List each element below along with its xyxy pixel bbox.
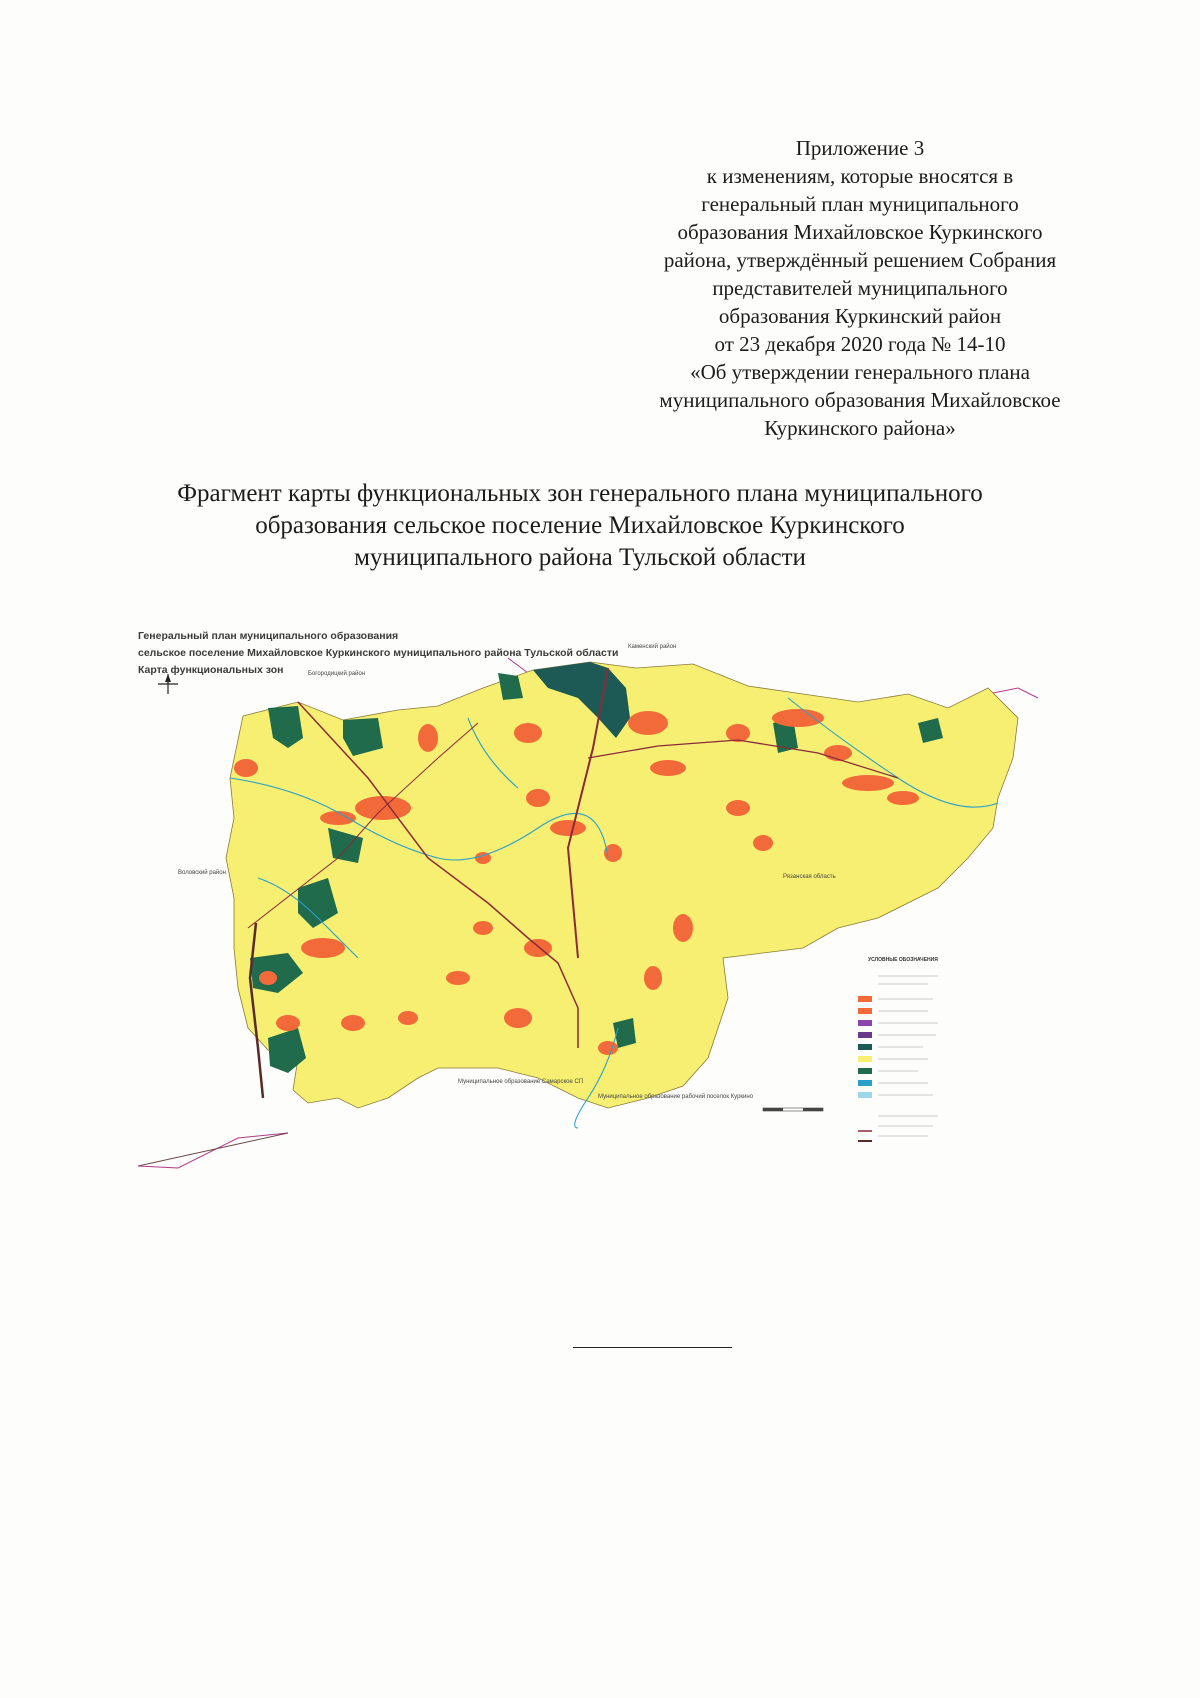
appendix-line: генеральный план муниципального: [701, 192, 1019, 216]
appendix-line: Куркинского района»: [764, 416, 956, 440]
map-heading-line: Карта функциональных зон: [138, 664, 284, 676]
legend-swatch: [858, 1068, 872, 1074]
appendix-line: района, утверждённый решением Собрания: [663, 248, 1057, 272]
legend-swatch: [858, 1008, 872, 1014]
legend-swatch: [858, 1080, 872, 1086]
map-heading: [138, 628, 618, 679]
legend-swatch: [858, 1044, 872, 1050]
map-image: [138, 628, 1068, 1228]
legend-swatch: [858, 1056, 872, 1062]
map-heading-line: Генеральный план муниципального образования: [138, 630, 399, 642]
scale-bar: [763, 1108, 823, 1111]
neighbor-label-north: Каменский район: [628, 644, 677, 650]
title-line: Фрагмент карты функциональных зон генерального плана муниципального: [177, 480, 983, 507]
legend-swatch: [858, 1032, 872, 1038]
title-line: муниципального района Тульской области: [354, 544, 806, 571]
neighbor-label-west: Воловский район: [178, 870, 226, 876]
appendix-block: [610, 134, 1110, 442]
neighbor-label-east: Рязанская область: [783, 874, 836, 880]
legend-swatch: [858, 1020, 872, 1026]
appendix-line: образования Михайловское Куркинского: [677, 220, 1043, 244]
legend-swatch: [858, 1092, 872, 1098]
appendix-line: представителей муниципального: [712, 276, 1008, 300]
legend-swatch: [858, 996, 872, 1002]
neighbor-label-north-west: Богородицкий район: [308, 671, 366, 677]
district-boundary: [993, 688, 1038, 698]
appendix-line: муниципального образования Михайловское: [659, 388, 1061, 412]
neighbor-label-south-west: Муниципальное образование Самарское СП: [458, 1079, 584, 1085]
map-heading-line: сельское поселение Михайловское Куркинского муниципального района Тульской области: [138, 647, 619, 659]
map-legend: [858, 957, 938, 1141]
separator-line: [573, 1347, 732, 1348]
legend-title: УСЛОВНЫЕ ОБОЗНАЧЕНИЯ: [868, 957, 938, 963]
appendix-line: от 23 декабря 2020 года № 14-10: [714, 332, 1006, 356]
functional-zones-map: [138, 628, 1068, 1228]
appendix-line: Приложение 3: [795, 136, 925, 160]
legend-text-lines: [878, 976, 938, 1136]
document-title: [120, 478, 1040, 574]
appendix-line: образования Куркинский район: [718, 304, 1002, 328]
title-line: образования сельское поселение Михайловское Куркинского: [255, 512, 905, 539]
appendix-line: «Об утверждении генерального плана: [690, 360, 1030, 384]
neighbor-label-south-east: Муниципальное образование рабочий поселок Куркино: [598, 1094, 754, 1100]
appendix-line: к изменениям, которые вносятся в: [706, 164, 1014, 188]
